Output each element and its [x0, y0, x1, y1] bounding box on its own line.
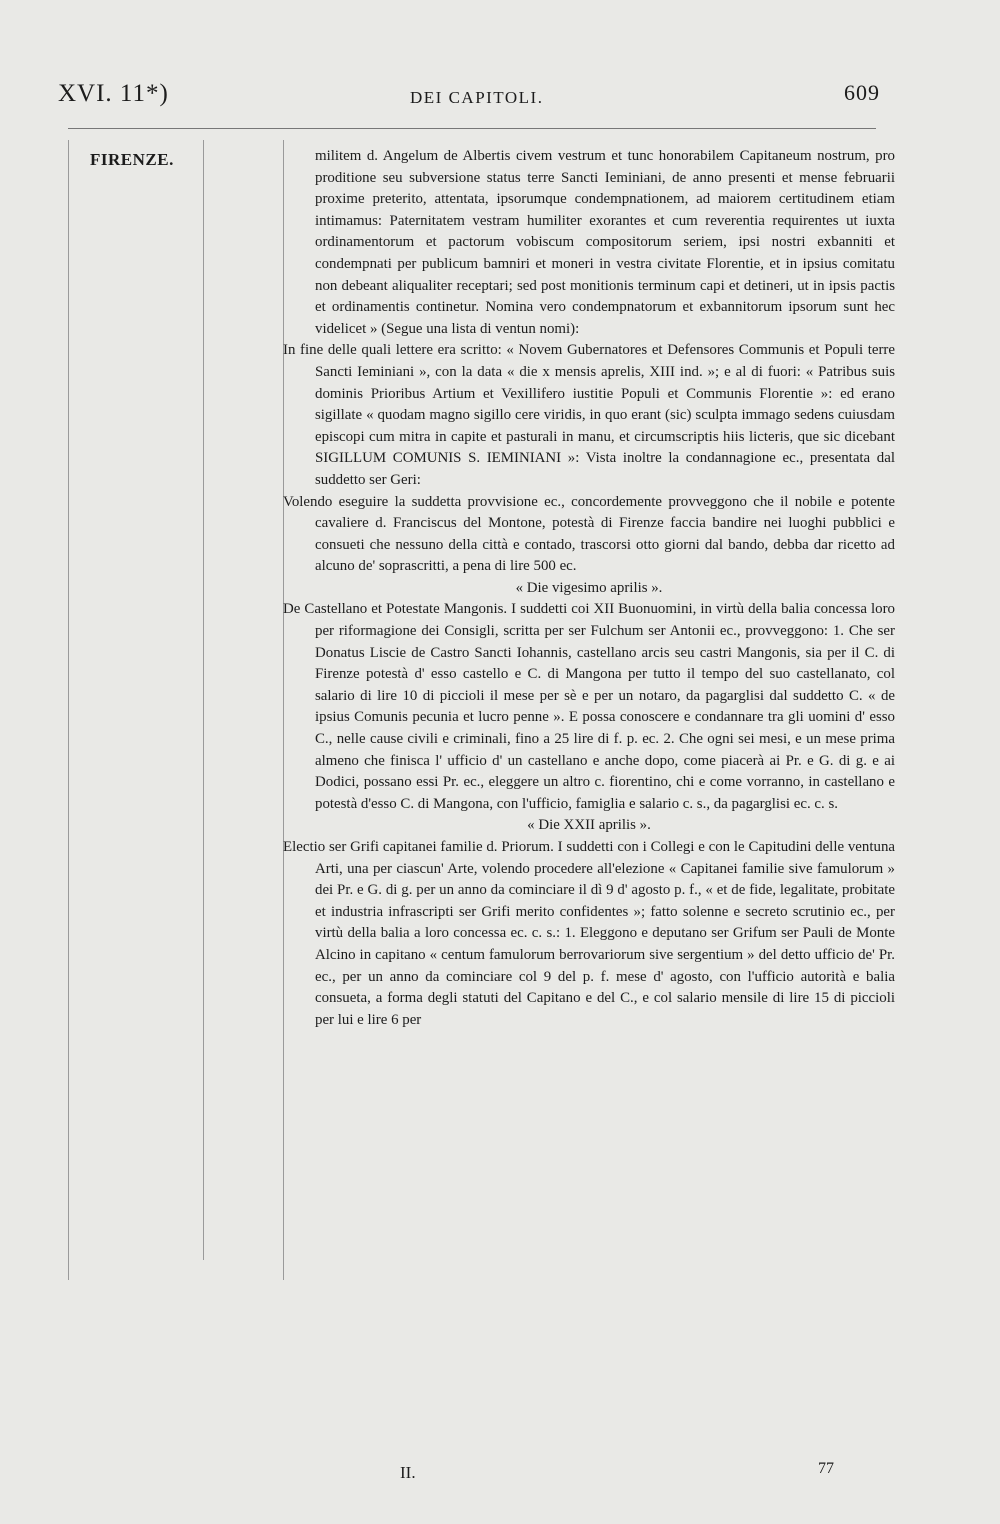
date-heading-2: « Die XXII aprilis ». [527, 817, 651, 834]
paragraph-4: De Castellano et Potestate Mangonis. I suddetti coi XII Buonuomini, in virtù della balia concessa loro per riformagione dei Consigli, scritta per ser Fulchum ser Antonii ec., provveggono: 1. Che ser Donatus Liscie de Castro Sancti Iohannis, castellano arcis seu castri Mangonis, sia per il C. di Firenze potestà d' esso castello e C. di Mangona per tutto il tempo del suo castellanato, col salario di lire 10 di piccioli il mese per sè e per un notaro, da pagarglisi dal suddetto C. « de ipsius Comunis pecunia et lucro penne ». E possa conoscere e condannare tra gli uomini d' esso C., nelle cause civili e criminali, fino a 25 lire di f. p. ec. 2. Che ogni sei mesi, e un mese prima almeno che finisca l' ufficio d' un castellano e anche dopo, come piacerà ai Pr. e G. di g. e ai Dodici, possano essi Pr. ec., eleggere un altro c. fiorentino, chi e come vorranno, in castellano e potestà d'esso C. di Mangona, con l'ufficio, famiglia e salario c. s., da pagarglisi ec. c. s. [283, 601, 895, 812]
margin-label: FIRENZE. [90, 150, 174, 169]
margin-rule-left [68, 140, 69, 1280]
paragraph-5: Electio ser Grifi capitanei familie d. Priorum. I suddetti con i Collegi e con le Capitudini delle ventuna Arti, una per ciascun' Arte, volendo procedere all'elezione « Capitanei familie sive famulorum » dei Pr. e G. di g. per un anno da cominciare il dì 9 d' agosto p. f., « et de fide, legalitate, probitate et industria infrascripti ser Grifi merito confidentes »; fatto solenne e secreto scrutinio ec., per virtù della balia a loro concessa ec. c. s.: 1. Eleggono e deputano ser Grifum ser Pauli de Monte Alcino in capitano « centum famulorum berrovariorum sive sergentium » del detto ufficio de' Pr. ec., per un anno da cominciare col 9 del p. f. mese d' agosto, con l'ufficio autorità e balia consueta, a forma degli statuti del Capitano e del C., e col salario mensile di lire 15 di piccioli per lui e lire 6 per [283, 839, 895, 1028]
paragraph-1: militem d. Angelum de Albertis civem vestrum et tunc honorabilem Capitaneum nostrum, pro proditione seu subversione status terre Sancti Ieminiani, de anno presenti et mense februarii proxime preterito, attentata, ipsorumque condempnationem, ad maiorem certitudinem etiam intimamus: Paternitatem vestram humiliter exorantes et cum reverentia requirentes ut iuxta ordinamentorum et pactorum vobiscum compositorum seriem, ipsi nostri exbanniti et condempnati per publicum bamniri et moneri in vestra civitate Florentie, et in ipsius comitatu non debeant aliqualiter receptari; sed post monitionis terminum capi et detineri, ut in ipsis pactis et ordinamentis continetur. Nomina vero condempnatorum et exbannitorum ipsorum sunt hec videlicet » (Segue una lista di ventun nomi): [315, 148, 895, 337]
margin-rule-middle [203, 140, 204, 1260]
sheet-number: 77 [818, 1460, 834, 1477]
running-head-left: XVI. 11*) [58, 80, 169, 107]
date-heading-1: « Die vigesimo aprilis ». [515, 579, 663, 596]
signature-mark: II. [400, 1463, 416, 1482]
page-number: 609 [844, 80, 880, 105]
running-head-title: DEI CAPITOLI. [410, 88, 544, 107]
paragraph-2: In fine delle quali lettere era scritto: « Novem Gubernatores et Defensores Communis et Populi terre Sancti Ieminiani », con la data « die x mensis aprelis, XIII ind. »; e al di fuori: « Patribus suis dominis Prioribus Artium et Vexillifero iustitie Populi et Communis Florentie »: ed erano sigillate « quodam magno sigillo cere viridis, in quo erant (sic) sculpta immago sedens cuiusdam episcopi cum mitra in capite et pasturali in manu, et circumscriptis hiis licteris, que sic dicebant SIGILLUM COMUNIS S. IEMINIANI »: Vista inoltre la condannagione ec., presentata dal suddetto ser Geri: [283, 342, 895, 488]
header-rule [68, 128, 876, 129]
body-text [283, 146, 895, 1031]
paragraph-3: Volendo eseguire la suddetta provvisione ec., concordemente provveggono che il nobile e potente cavaliere d. Franciscus del Montone, potestà di Firenze faccia bandire nei luoghi pubblici e consueti che nessuno della città e contado, trascorsi otto giorni dal bando, debba dar ricetto ad alcuno de' soprascritti, a pena di lire 500 ec. [283, 493, 895, 575]
